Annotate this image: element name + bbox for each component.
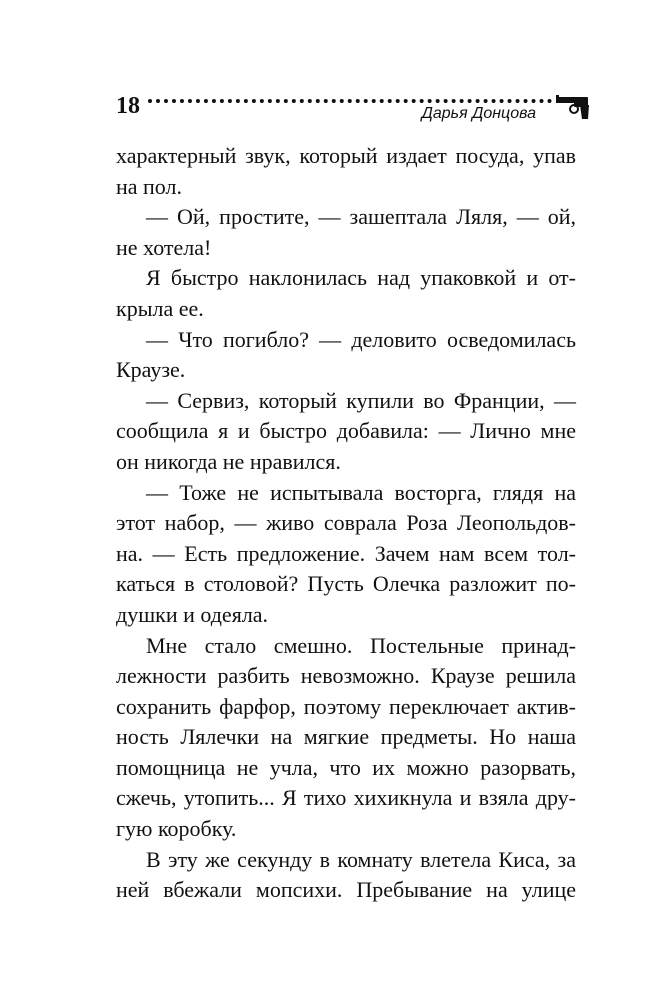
text-line: крыла ее. xyxy=(116,295,204,321)
text-line: лежности разбить невозможно. Краузе решила xyxy=(116,663,576,689)
page-number: 18 xyxy=(116,93,140,119)
text-line: характерный звук, который издает посуда, упав xyxy=(116,143,576,168)
dot-leader xyxy=(148,99,552,103)
text-line: каться в столовой? Пусть Олечка разложит по- xyxy=(116,571,576,597)
text-line: ность Лялечки на мягкие предметы. Но наша xyxy=(116,724,576,750)
text-line: — Тоже не испытывала восторга, глядя на xyxy=(146,479,576,505)
page-header xyxy=(116,90,586,130)
text-line: не хотела! xyxy=(116,234,212,260)
text-line: — Ой, простите, — зашептала Ляля, — ой, xyxy=(146,204,576,230)
text-line: на пол. xyxy=(116,173,182,199)
text-line: ней вбежали мопсихи. Пребывание на улице xyxy=(116,877,576,903)
text-line: он никогда не нравился. xyxy=(116,448,341,474)
text-line: В эту же секунду в комнату влетела Киса, за xyxy=(146,846,576,872)
text-line: помощница не учла, что их можно разорвать, xyxy=(116,754,576,780)
text-line: Краузе. xyxy=(116,357,186,383)
text-line: душки и одеяла. xyxy=(116,601,269,627)
text-line: сохранить фарфор, поэтому переключает актив- xyxy=(116,693,576,719)
text-line: — Что погибло? — деловито осведомилась xyxy=(146,326,576,352)
text-line: гую коробку. xyxy=(116,816,237,842)
text-line: на. — Есть предложение. Зачем нам всем тол- xyxy=(116,540,576,566)
revolver-icon xyxy=(556,94,590,120)
body-text xyxy=(116,141,576,906)
text-line: Я быстро наклонилась над упаковкой и от- xyxy=(146,265,576,291)
text-line: сообщила я и быстро добавила: — Лично мне xyxy=(116,418,576,444)
text-line: этот набор, — живо соврала Роза Леопольдов- xyxy=(116,510,576,536)
text-line: сжечь, утопить... Я тихо хихикнула и взяла дру- xyxy=(116,785,576,811)
text-line: Мне стало смешно. Постельные принад- xyxy=(146,632,576,658)
author-name: Дарья Донцова xyxy=(421,105,536,122)
text-line: — Сервиз, который купили во Франции, — xyxy=(146,387,576,413)
